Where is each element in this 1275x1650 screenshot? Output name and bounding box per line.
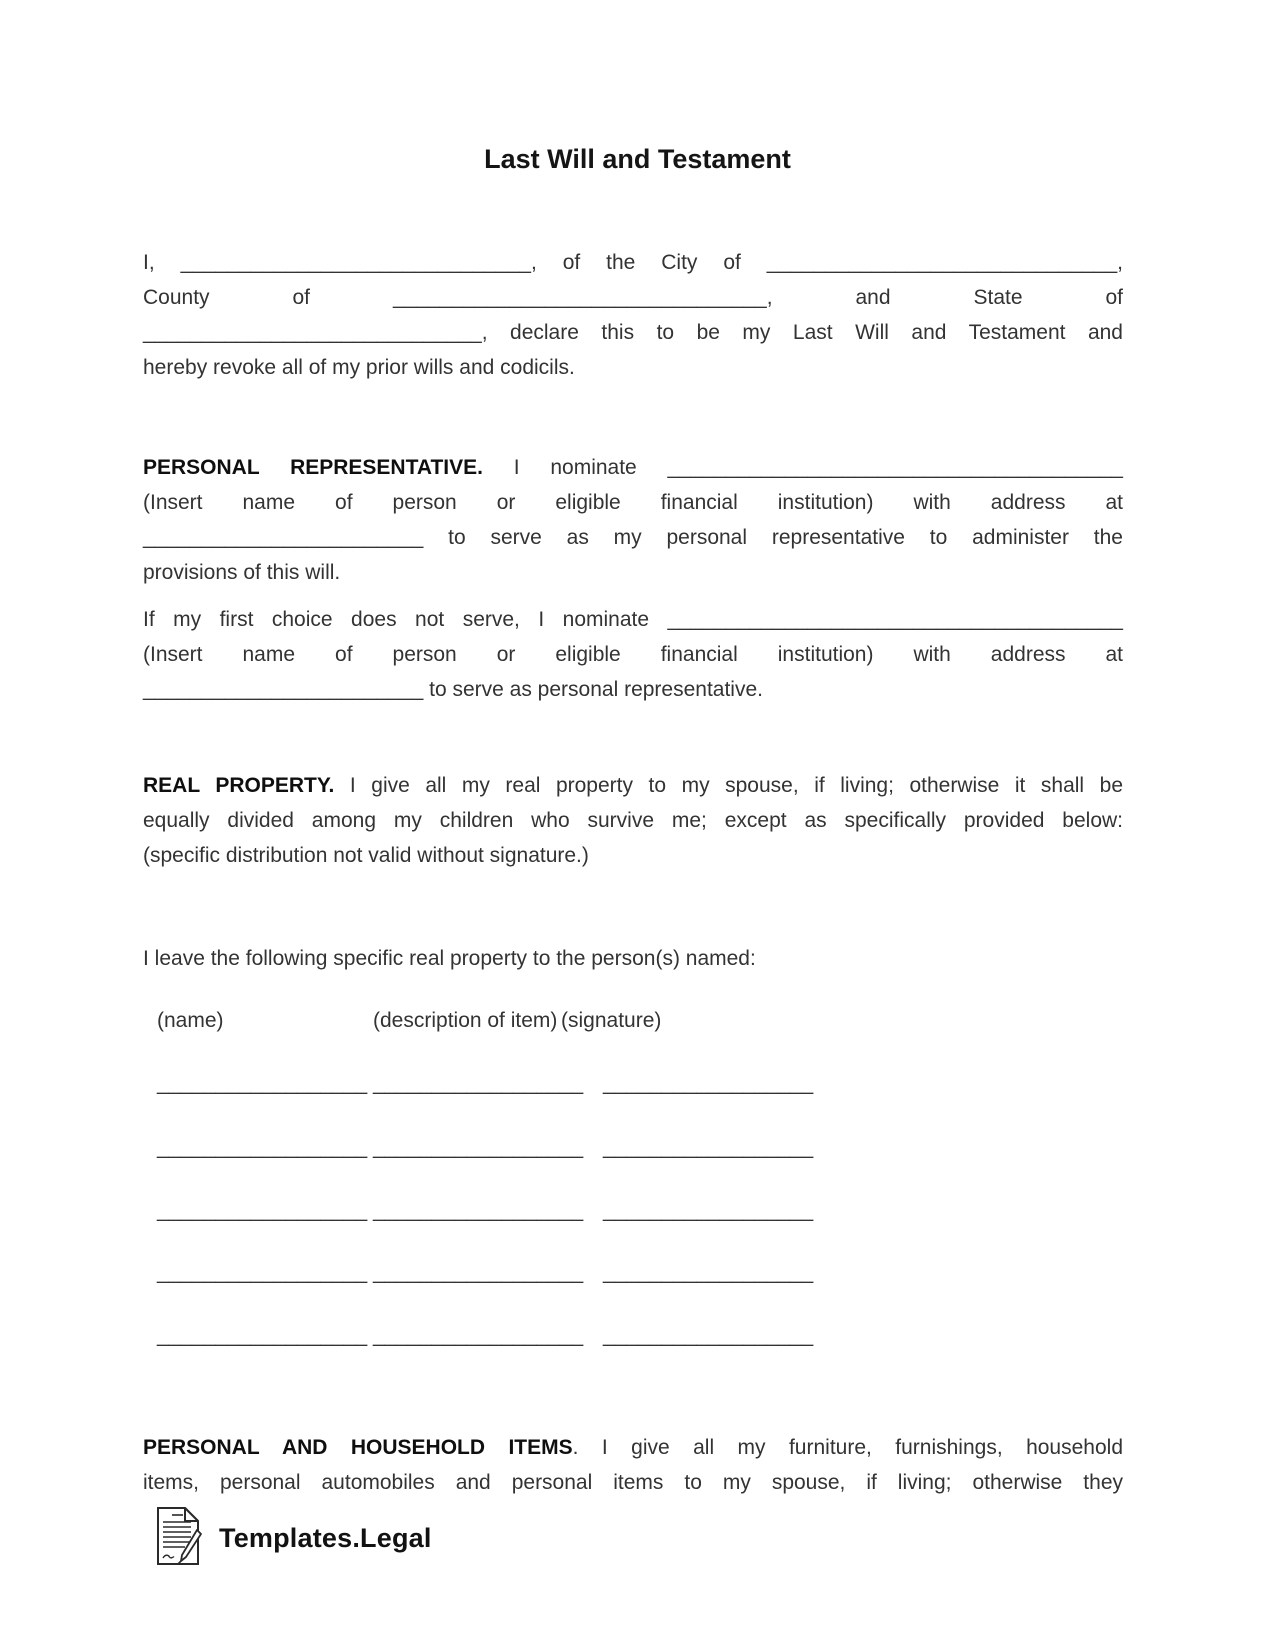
signature-blank-line: __________________ xyxy=(603,1136,814,1159)
signature-blank-line: __________________ xyxy=(603,1199,814,1222)
description-blank-line: __________________ xyxy=(373,1199,584,1222)
opening-paragraph xyxy=(143,245,1123,385)
document-title: Last Will and Testament xyxy=(484,144,791,174)
opening-line: hereby revoke all of my prior wills and codicils. xyxy=(143,356,575,379)
personal-household-items-paragraph xyxy=(143,1430,1123,1500)
name-blank-line: __________________ xyxy=(157,1324,368,1347)
opening-line: County of ________________________________, and State of xyxy=(143,286,1123,309)
nominate-text: I nominate _______________________________________ xyxy=(482,456,1123,479)
real-property-line xyxy=(143,768,1123,803)
alternate-representative-line: (Insert name of person or eligible financial institution) with address at xyxy=(143,643,1123,666)
personal-household-items-line: items, personal automobiles and personal items to my spouse, if living; otherwise they xyxy=(143,1471,1123,1494)
column-header-name: (name) xyxy=(157,1009,224,1032)
personal-representative-line xyxy=(143,450,1123,485)
description-blank-line: __________________ xyxy=(373,1136,584,1159)
alternate-representative-paragraph xyxy=(143,602,1123,707)
document-pen-icon xyxy=(155,1506,203,1573)
column-header-signature: (signature) xyxy=(561,1009,662,1032)
description-blank-line: __________________ xyxy=(373,1324,584,1347)
name-blank-line: __________________ xyxy=(157,1072,368,1095)
real-property-line: (specific distribution not valid without signature.) xyxy=(143,844,589,867)
name-blank-line: __________________ xyxy=(157,1199,368,1222)
alternate-representative-line: If my first choice does not serve, I nominate _______________________________________ xyxy=(143,608,1123,631)
column-header-description: (description of item) xyxy=(373,1009,558,1032)
name-blank-line: __________________ xyxy=(157,1261,368,1284)
real-property-text: I give all my real property to my spouse, if living; otherwise it shall be xyxy=(334,774,1123,797)
personal-household-items-line xyxy=(143,1430,1123,1465)
personal-representative-line: ________________________ to serve as my personal representative to administer the xyxy=(143,526,1123,549)
brand-name: Templates.Legal xyxy=(219,1523,432,1553)
personal-household-items-heading: PERSONAL AND HOUSEHOLD ITEMS xyxy=(143,1436,573,1459)
personal-representative-paragraph xyxy=(143,450,1123,590)
opening-line: I, ______________________________, of the City of ______________________________, xyxy=(143,251,1123,274)
opening-line: _____________________________, declare this to be my Last Will and Testament and xyxy=(143,321,1123,344)
signature-blank-line: __________________ xyxy=(603,1324,814,1347)
real-property-intro-line: I leave the following specific real property to the person(s) named: xyxy=(143,947,756,970)
description-blank-line: __________________ xyxy=(373,1072,584,1095)
alternate-representative-line: ________________________ to serve as personal representative. xyxy=(143,678,763,701)
personal-representative-line: (Insert name of person or eligible financial institution) with address at xyxy=(143,491,1123,514)
real-property-paragraph xyxy=(143,768,1123,873)
real-property-intro xyxy=(143,941,1123,976)
personal-household-items-text: . I give all my furniture, furnishings, household xyxy=(572,1436,1123,1459)
personal-representative-line: provisions of this will. xyxy=(143,561,341,584)
personal-representative-heading: PERSONAL REPRESENTATIVE. xyxy=(143,456,483,479)
signature-blank-line: __________________ xyxy=(603,1261,814,1284)
real-property-line: equally divided among my children who survive me; except as specifically provided below: xyxy=(143,809,1123,832)
signature-blank-line: __________________ xyxy=(603,1072,814,1095)
real-property-heading: REAL PROPERTY. xyxy=(143,774,335,797)
description-blank-line: __________________ xyxy=(373,1261,584,1284)
name-blank-line: __________________ xyxy=(157,1136,368,1159)
